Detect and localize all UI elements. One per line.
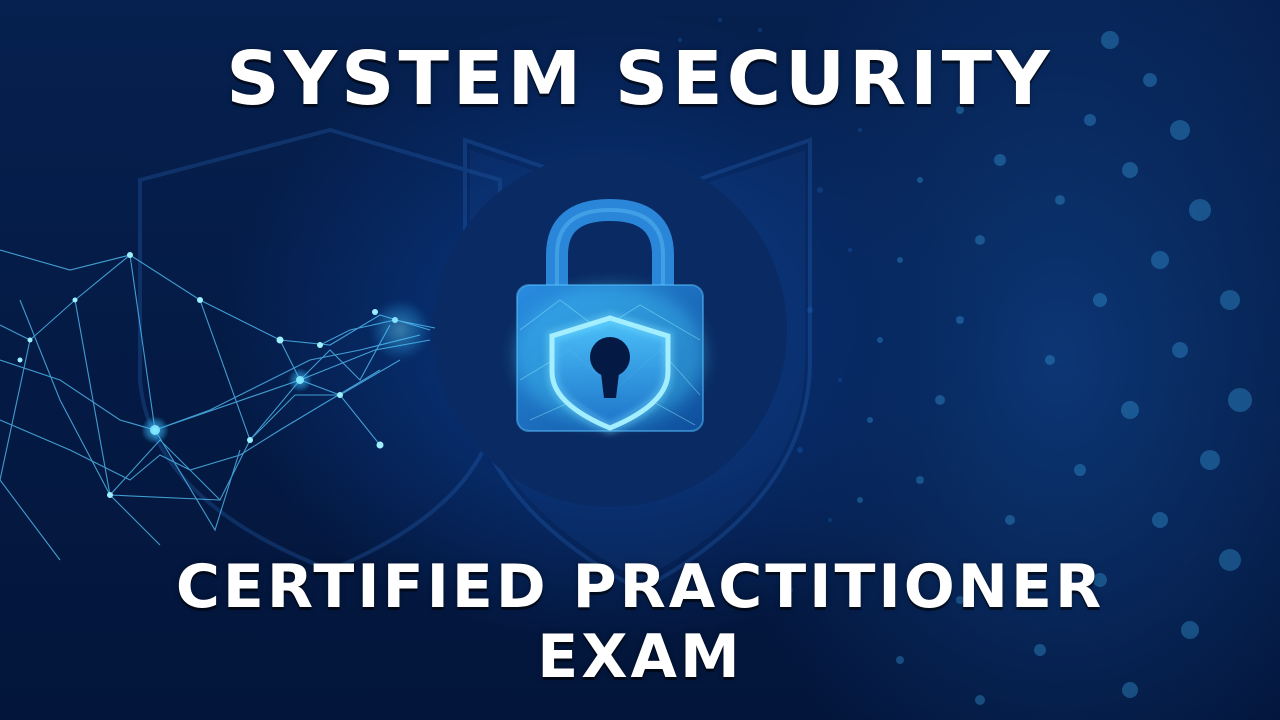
page-title: SYSTEM SECURITY <box>226 36 1054 122</box>
network-mesh-icon <box>0 250 435 560</box>
shield-icon <box>552 318 668 428</box>
subtitle-line-2: EXAM <box>537 622 743 692</box>
subtitle-line-1: CERTIFIED PRACTITIONER <box>175 552 1105 622</box>
